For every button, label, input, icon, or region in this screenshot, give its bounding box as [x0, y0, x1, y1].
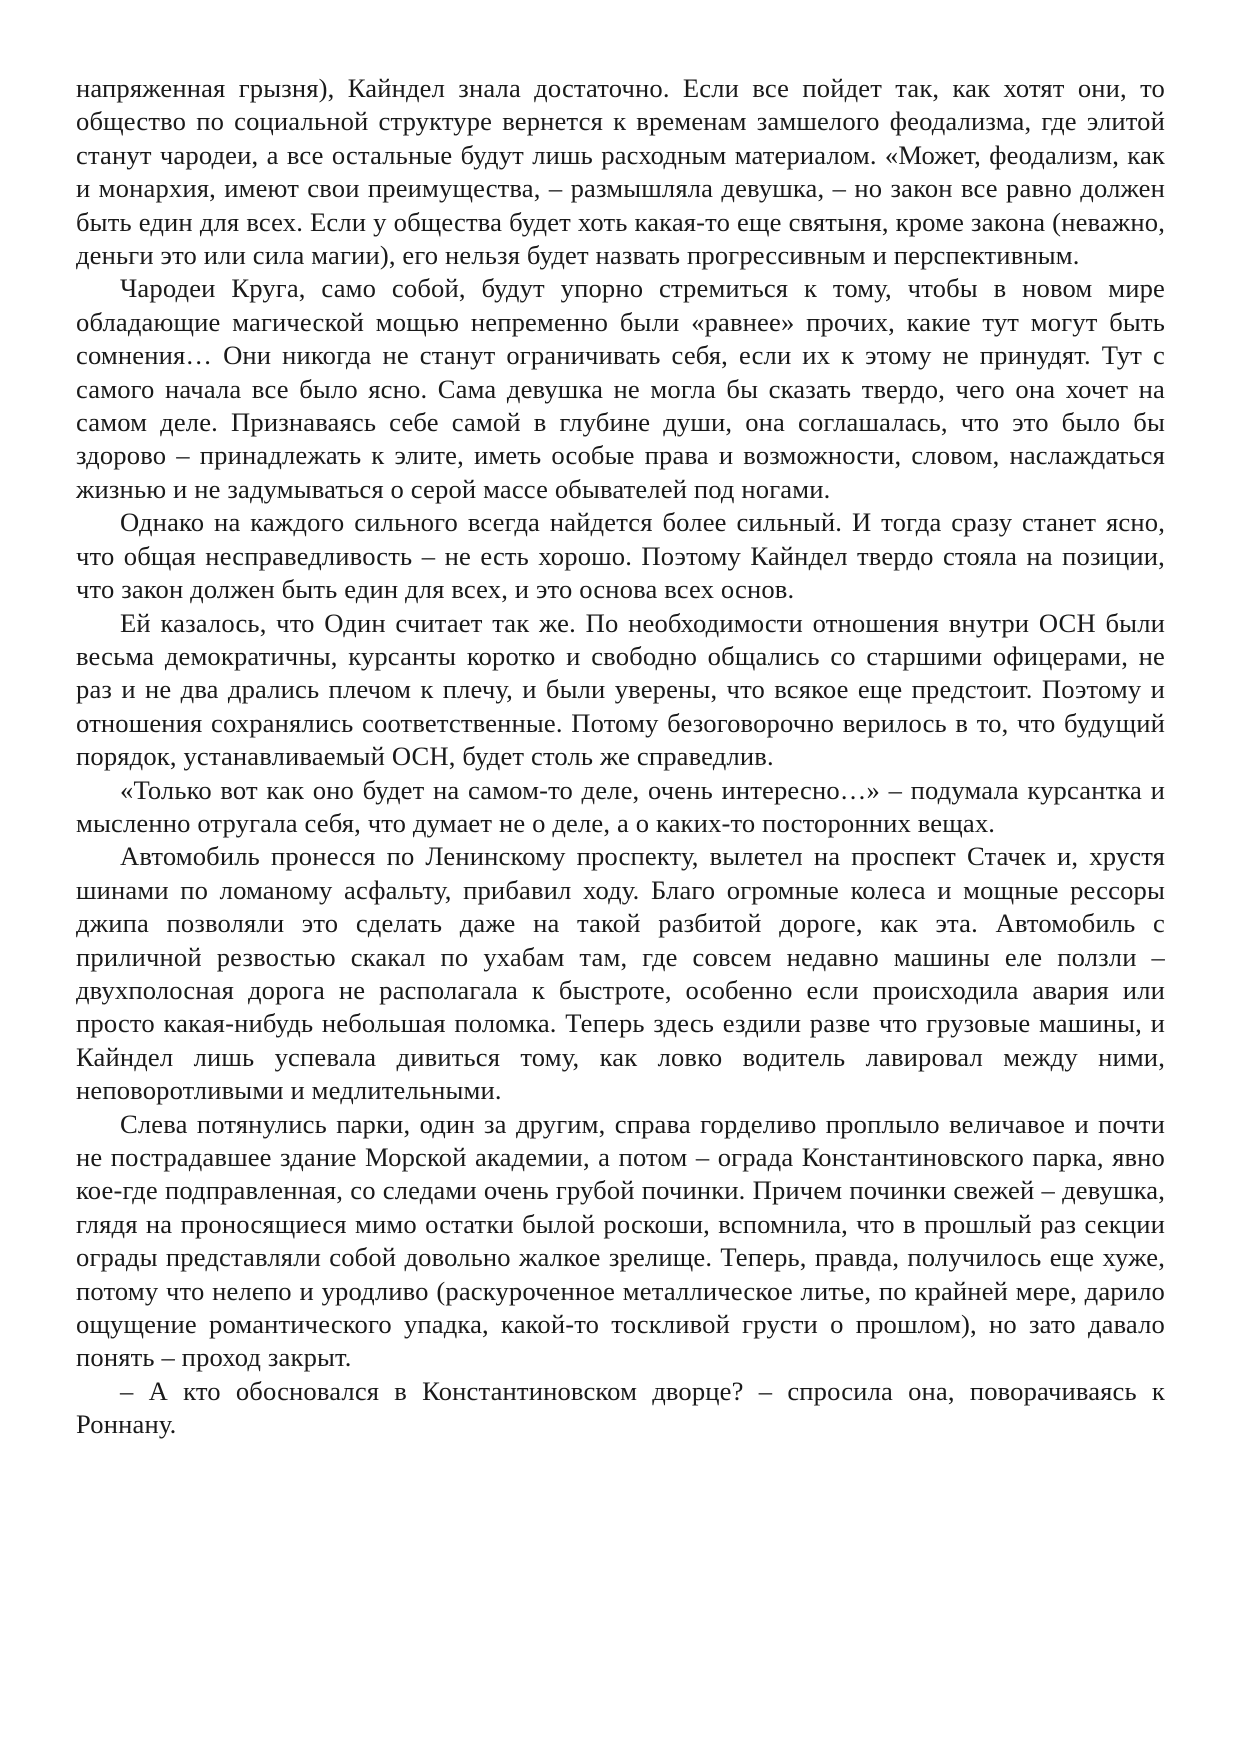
dialogue-line: – А кто обосновался в Константиновском дворце? – спросила она, поворачиваясь к Роннану. — [76, 1375, 1165, 1440]
paragraph: Однако на каждого сильного всегда найдется более сильный. И тогда сразу станет ясно, что общая несправедливость – не есть хорошо. Поэтому Кайндел твердо стояла на позиции, что закон должен быть един для всех, и это основа всех основ. — [76, 507, 1165, 605]
paragraph: Автомобиль пронесся по Ленинскому проспекту, вылетел на проспект Стачек и, хрустя шинами по ломаному асфальту, прибавил ходу. Благо огромные колеса и мощные рессоры джипа позволяли это сделать даже на такой разбитой дороге, как эта. Автомобиль с приличной резвостью скакал по ухабам там, где совсем недавно машины еле ползли – двухполосная дорога не располагала к быстроте, особенно если происходила авария или просто какая-нибудь небольшая поломка. Теперь здесь ездили разве что грузовые машины, и Кайндел лишь успевала дивиться тому, как ловко водитель лавировал между ними, неповоротливыми и медлительными. — [76, 841, 1165, 1106]
paragraph: Слева потянулись парки, один за другим, справа горделиво проплыло величавое и почти не пострадавшее здание Морской академии, а потом – ограда Константиновского парка, явно кое-где подправленная, со следами очень грубой починки. Причем починки свежей – девушка, глядя на проносящиеся мимо остатки былой роскоши, вспомнила, что в прошлый раз секции ограды представляли собой довольно жалкое зрелище. Теперь, правда, получилось еще хуже, потому что нелепо и уродливо (раскуроченное металлическое литье, по крайней мере, дарило ощущение романтического упадка, какой-то тоскливой грусти о прошлом), но зато давало понять – проход закрыт. — [76, 1108, 1165, 1373]
paragraph: Ей казалось, что Один считает так же. По необходимости отношения внутри ОСН были весьма демократичны, курсанты коротко и свободно общались со старшими офицерами, не раз и не два дрались плечом к плечу, и были уверены, что всякое еще предстоит. Поэтому и отношения сохранялись соответственные. Потому безоговорочно верилось в то, что будущий порядок, устанавливаемый ОСН, будет столь же справедлив. — [76, 607, 1165, 772]
paragraph: Чародеи Круга, само собой, будут упорно стремиться к тому, чтобы в новом мире обладающие магической мощью непременно были «равнее» прочих, какие тут могут быть сомнения… Они никогда не станут ограничивать себя, если их к этому не принудят. Тут с самого начала все было ясно. Сама девушка не могла бы сказать твердо, чего она хочет на самом деле. Признаваясь себе самой в глубине души, она соглашалась, что это было бы здорово – принадлежать к элите, иметь особые права и возможности, словом, наслаждаться жизнью и не задумываться о серой массе обывателей под ногами. — [76, 273, 1165, 504]
paragraph-continuation: напряженная грызня), Кайндел знала достаточно. Если все пойдет так, как хотят они, то общество по социальной структуре вернется к временам замшелого феодализма, где элитой станут чародеи, а все остальные будут лишь расходным материалом. «Может, феодализм, как и монархия, имеют свои преимущества, – размышляла девушка, – но закон все равно должен быть един для всех. Если у общества будет хоть какая-то еще святыня, кроме закона (неважно, деньги это или сила магии), его нельзя будет назвать прогрессивным и перспективным. — [76, 73, 1165, 271]
document-page — [76, 72, 1165, 1712]
paragraph: «Только вот как оно будет на самом-то деле, очень интересно…» – подумала курсантка и мысленно отругала себя, что думает не о деле, а о каких-то посторонних вещах. — [76, 774, 1165, 838]
